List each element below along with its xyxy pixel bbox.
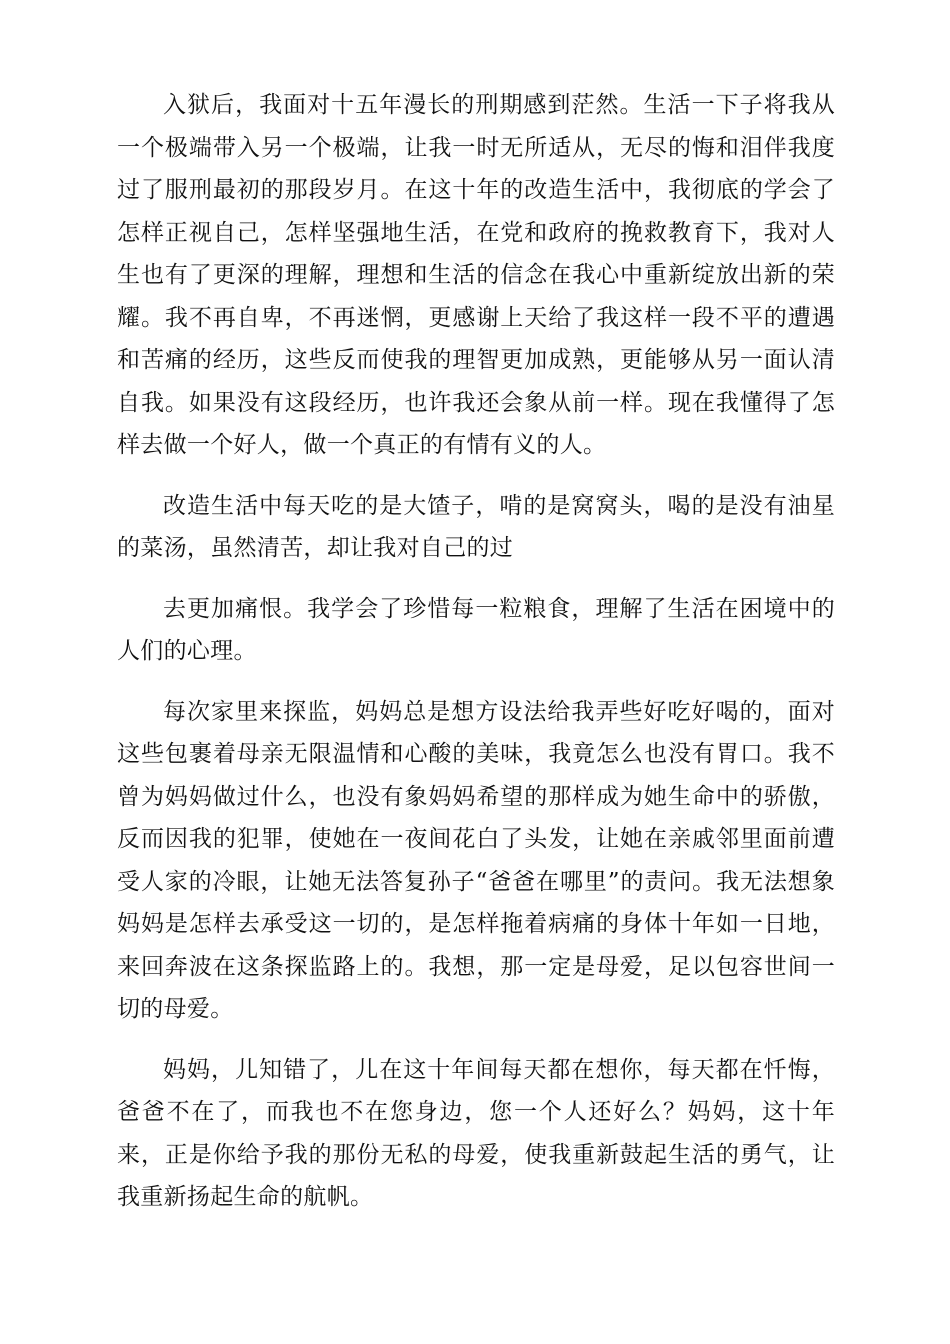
paragraph-5: 妈妈，儿知错了，儿在这十年间每天都在想你，每天都在忏悔，爸爸不在了，而我也不在您身边，您一个人还好么？妈妈，这十年来，正是你给予我的那份无私的母爱，使我重新鼓起生活的勇气，让我重新扬起生命的航帆。: [117, 1056, 835, 1210]
paragraph-4: 每次家里来探监，妈妈总是想方设法给我弄些好吃好喝的，面对这些包裹着母亲无限温情和心酸的美味，我竟怎么也没有胃口。我不曾为妈妈做过什么，也没有象妈妈希望的那样成为她生命中的骄傲，反而因我的犯罪，使她在一夜间花白了头发，让她在亲戚邻里面前遭受人家的冷眼，让她无法答复孙子“爸爸在哪里”的责问。我无法想象妈妈是怎样去承受这一切的，是怎样拖着病痛的身体十年如一日地，来回奔波在这条探监路上的。我想，那一定是母爱，足以包容世间一切的母爱。: [117, 698, 835, 1022]
paragraph-1: 入狱后，我面对十五年漫长的刑期感到茫然。生活一下子将我从一个极端带入另一个极端，让我一时无所适从，无尽的悔和泪伴我度过了服刑最初的那段岁月。在这十年的改造生活中，我彻底的学会了怎样正视自己，怎样坚强地生活，在党和政府的挽救教育下，我对人生也有了更深的理解，理想和生活的信念在我心中重新绽放出新的荣耀。我不再自卑，不再迷惘，更感谢上天给了我这样一段不平的遭遇和苦痛的经历，这些反而使我的理智更加成熟，更能够从另一面认清自我。如果没有这段经历，也许我还会象从前一样。现在我懂得了怎样去做一个好人，做一个真正的有情有义的人。: [117, 92, 835, 458]
paragraph-2: 改造生活中每天吃的是大馇子，啃的是窝窝头，喝的是没有油星的菜汤，虽然清苦，却让我对自己的过: [117, 492, 835, 561]
paragraph-3: 去更加痛恨。我学会了珍惜每一粒粮食，理解了生活在困境中的人们的心理。: [117, 595, 835, 664]
document-body: [117, 84, 835, 1237]
